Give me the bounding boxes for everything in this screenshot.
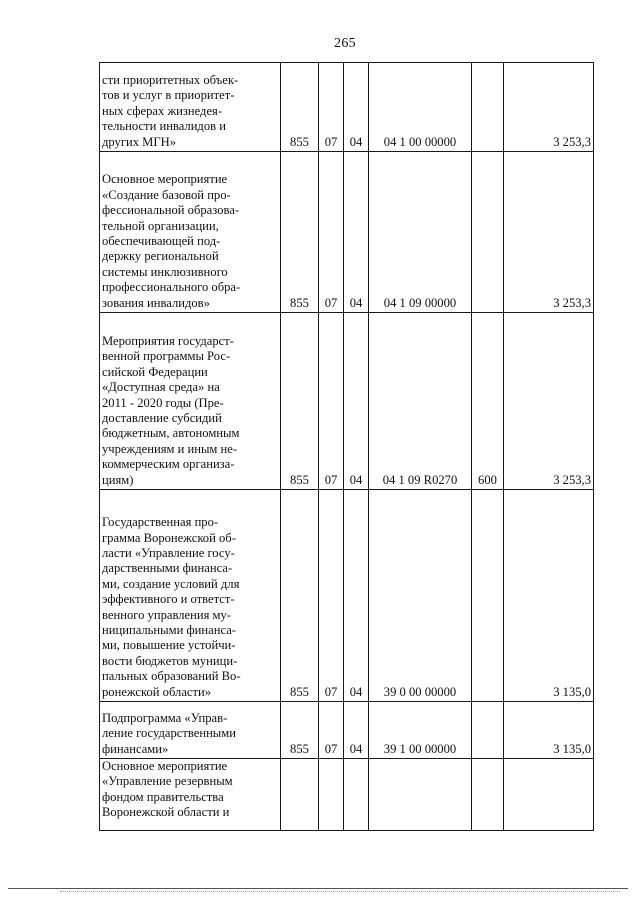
- target-article-code: 04 1 00 00000: [369, 63, 472, 152]
- expense-type-code: 600: [472, 313, 504, 490]
- expense-type-code: [472, 490, 504, 702]
- row-name: Основное мероприятие «Создание базовой про- фессиональной образова- тельной организации, обеспечивающей под- держку региональной системы инклюзивного профессионального обра- зования инвалидов»: [100, 152, 281, 313]
- ministry-code: 855: [281, 702, 319, 759]
- section-code: 07: [319, 313, 344, 490]
- subsection-code: 04: [344, 63, 369, 152]
- expense-type-code: [472, 152, 504, 313]
- subsection-code: 04: [344, 702, 369, 759]
- row-name: Подпрограмма «Управ- ление государственными финансами»: [100, 702, 281, 759]
- amount: [504, 759, 594, 831]
- subsection-code: 04: [344, 152, 369, 313]
- target-article-code: 39 0 00 00000: [369, 490, 472, 702]
- amount: 3 135,0: [504, 702, 594, 759]
- ministry-code: 855: [281, 490, 319, 702]
- target-article-code: [369, 759, 472, 831]
- footer-divider: [8, 888, 628, 889]
- ministry-code: [281, 759, 319, 831]
- target-article-code: 04 1 09 R0270: [369, 313, 472, 490]
- table-row: [100, 313, 594, 490]
- amount: 3 253,3: [504, 152, 594, 313]
- section-code: 07: [319, 63, 344, 152]
- table-row: [100, 759, 594, 831]
- ministry-code: 855: [281, 152, 319, 313]
- amount: 3 253,3: [504, 313, 594, 490]
- section-code: 07: [319, 152, 344, 313]
- table-row: [100, 702, 594, 759]
- footer-dotted-divider: [60, 891, 620, 892]
- row-name: Основное мероприятие «Управление резервным фондом правительства Воронежской области и: [100, 759, 281, 831]
- expense-type-code: [472, 759, 504, 831]
- section-code: [319, 759, 344, 831]
- subsection-code: 04: [344, 490, 369, 702]
- table-row: [100, 63, 594, 152]
- section-code: 07: [319, 490, 344, 702]
- table-row: [100, 490, 594, 702]
- page-number: 265: [334, 36, 356, 51]
- row-name: Мероприятия государст- венной программы Рос- сийской Федерации «Доступная среда» на 2011 - 2020 годы (Пре- доставление субсидий бюджетным, автономным учреждениям и иным не- коммерческим организа- циям): [100, 313, 281, 490]
- expense-type-code: [472, 63, 504, 152]
- budget-table: [99, 62, 594, 831]
- amount: 3 253,3: [504, 63, 594, 152]
- section-code: 07: [319, 702, 344, 759]
- target-article-code: 04 1 09 00000: [369, 152, 472, 313]
- row-name: Государственная про- грамма Воронежской об- ласти «Управление госу- дарственными финанса- ми, создание условий для эффективного и ответст- венного управления му- ниципальными финанса- ми, повышение устойчи- вости бюджетов муници- пальных образований Во- ронежской области»: [100, 490, 281, 702]
- subsection-code: [344, 759, 369, 831]
- expense-type-code: [472, 702, 504, 759]
- subsection-code: 04: [344, 313, 369, 490]
- ministry-code: 855: [281, 313, 319, 490]
- ministry-code: 855: [281, 63, 319, 152]
- amount: 3 135,0: [504, 490, 594, 702]
- row-name: сти приоритетных объек- тов и услуг в приоритет- ных сферах жизнедея- тельности инвалидов и других МГН»: [100, 63, 281, 152]
- table-row: [100, 152, 594, 313]
- target-article-code: 39 1 00 00000: [369, 702, 472, 759]
